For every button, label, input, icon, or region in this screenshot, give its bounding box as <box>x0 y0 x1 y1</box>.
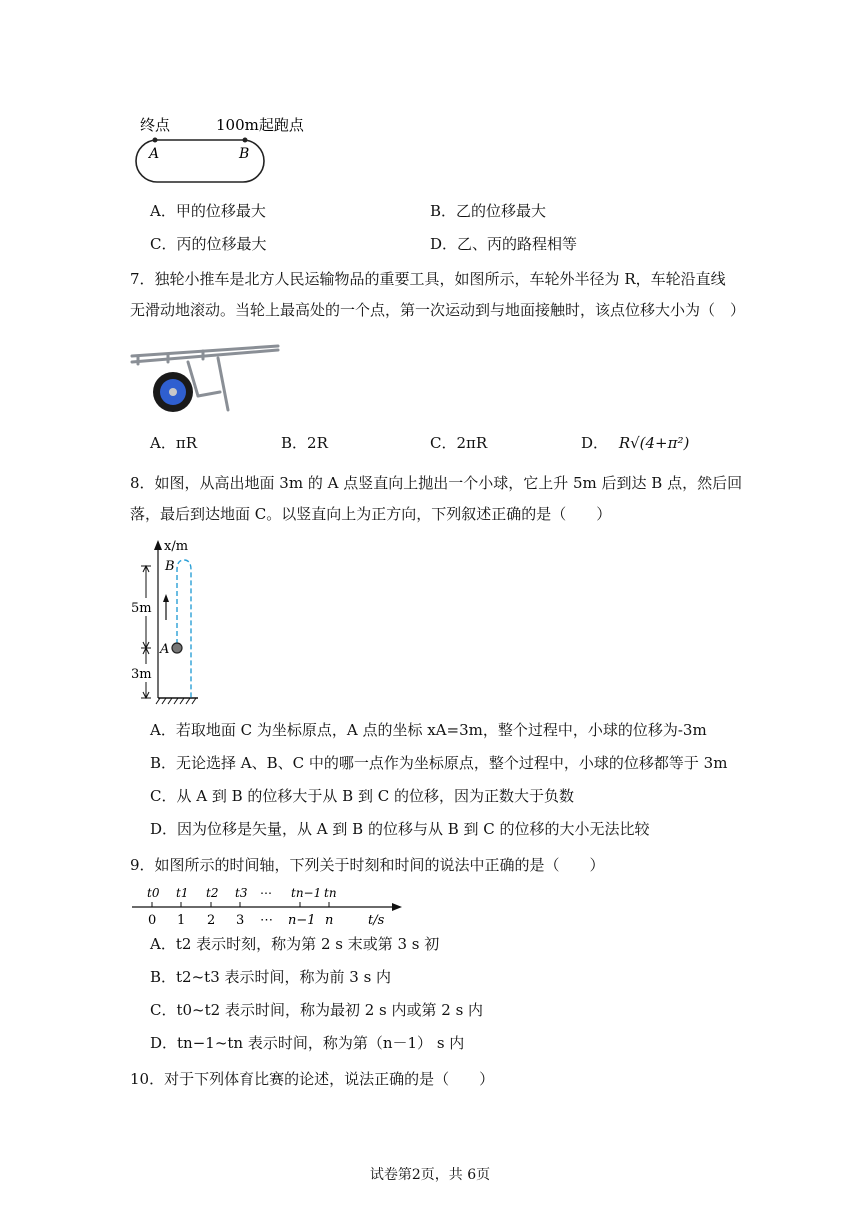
q7-option-d <box>581 432 689 454</box>
wheel-hub <box>169 388 177 396</box>
q9-option-a: A．t2 表示时刻，称为第 2 s 末或第 3 s 初 <box>150 935 440 953</box>
q9-stem-line1: 9．如图所示的时间轴，下列关于时刻和时间的说法中正确的是（ ） <box>130 856 605 874</box>
tick-top-tn: tn <box>324 886 337 900</box>
q8-option-a: A．若取地面 C 为坐标原点，A 点的坐标 xA=3m，整个过程中，小球的位移为-3m <box>150 721 707 739</box>
tick-bottom-2: 2 <box>207 913 216 928</box>
q7-option-a-text: A．πR <box>150 434 197 452</box>
tick-top-t2: t2 <box>206 886 219 900</box>
ground-hatch <box>156 698 196 704</box>
trajectory-path <box>177 560 191 698</box>
start-label: 100m起跑点 <box>216 116 304 134</box>
label-a: A <box>160 642 170 657</box>
tick-bottom-n-1: n−1 <box>288 913 316 928</box>
tick-bottom-0: 0 <box>148 913 157 928</box>
tick-top-t0: t0 <box>147 886 160 900</box>
q7-option-b <box>281 432 328 454</box>
timeline-figure <box>128 880 408 930</box>
tick-bottom-ellipsis: ⋯ <box>260 913 273 928</box>
q7-option-c <box>430 432 487 454</box>
timeline-arrow-icon <box>392 903 402 911</box>
q10-stem-line1: 10．对于下列体育比赛的论述，说法正确的是（ ） <box>130 1070 495 1088</box>
q7-option-c-text: C．2πR <box>430 434 488 452</box>
q6-option-b: B．乙的位移最大 <box>430 202 547 220</box>
vertical-motion-figure <box>128 536 212 706</box>
label-5m: 5m <box>131 601 152 616</box>
tick-top-tn-1: tn−1 <box>291 886 322 900</box>
wheelbarrow-frame <box>132 346 278 410</box>
tick-top-ellipsis: ⋯ <box>260 886 272 900</box>
q9-option-b: B．t2~t3 表示时间，称为前 3 s 内 <box>150 968 392 986</box>
q7-stem-line2: 无滑动地滚动。当轮上最高处的一个点，第一次运动到与地面接触时，该点位移大小为（ ） <box>130 301 746 319</box>
q9-option-d: D．tn−1~tn 表示时间，称为第（n－1） s 内 <box>150 1034 465 1052</box>
q8-option-c: C．从 A 到 B 的位移大于从 B 到 C 的位移，因为正数大于负数 <box>150 787 574 805</box>
ball <box>172 643 182 653</box>
q9-option-c: C．t0~t2 表示时间，称为最初 2 s 内或第 2 s 内 <box>150 1001 484 1019</box>
q8-stem-line1: 8．如图，从高出地面 3m 的 A 点竖直向上抛出一个小球，它上升 5m 后到达 B 点，然后回 <box>130 474 743 492</box>
up-arrow-icon <box>163 594 169 602</box>
track-figure <box>128 110 328 190</box>
point-a-dot <box>153 138 158 143</box>
q6-option-a: A．甲的位移最大 <box>150 202 266 220</box>
page-footer: 试卷第2页，共 6页 <box>369 1167 491 1183</box>
tick-bottom-1: 1 <box>177 913 186 928</box>
q6-option-d: D．乙、丙的路程相等 <box>430 235 578 253</box>
q7-stem-line1: 7．独轮小推车是北方人民运输物品的重要工具，如图所示，车轮外半径为 R，车轮沿直线 <box>130 270 726 288</box>
tick-bottom-3: 3 <box>236 913 245 928</box>
q8-option-b: B．无论选择 A、B、C 中的哪一点作为坐标原点，整个过程中，小球的位移都等于 3m <box>150 754 728 772</box>
q6-option-c: C．丙的位移最大 <box>150 235 267 253</box>
q7-option-d-expr: R√(4+π²) <box>618 434 690 452</box>
q7-option-b-text: B．2R <box>281 434 328 452</box>
timeline-unit: t/s <box>368 913 385 928</box>
end-label: 终点 <box>140 116 171 134</box>
q7-option-a <box>150 432 197 454</box>
tick-bottom-n: n <box>325 913 334 928</box>
tick-top-t3: t3 <box>235 886 248 900</box>
point-b-dot <box>243 138 248 143</box>
q8-stem-line2: 落，最后到达地面 C。以竖直向上为正方向，下列叙述正确的是（ ） <box>130 505 612 523</box>
point-a-label: A <box>149 146 160 162</box>
point-b-label: B <box>239 146 250 162</box>
timeline-ticks <box>152 902 329 907</box>
x-axis-label: x/m <box>164 539 189 554</box>
label-3m: 3m <box>131 667 152 682</box>
wheelbarrow-figure <box>128 336 288 416</box>
label-b: B <box>165 559 175 574</box>
x-axis-arrow-icon <box>154 540 162 550</box>
q8-option-d: D．因为位移是矢量，从 A 到 B 的位移与从 B 到 C 的位移的大小无法比较 <box>150 820 650 838</box>
tick-top-t1: t1 <box>176 886 189 900</box>
q7-option-d-text: D． <box>581 434 609 452</box>
